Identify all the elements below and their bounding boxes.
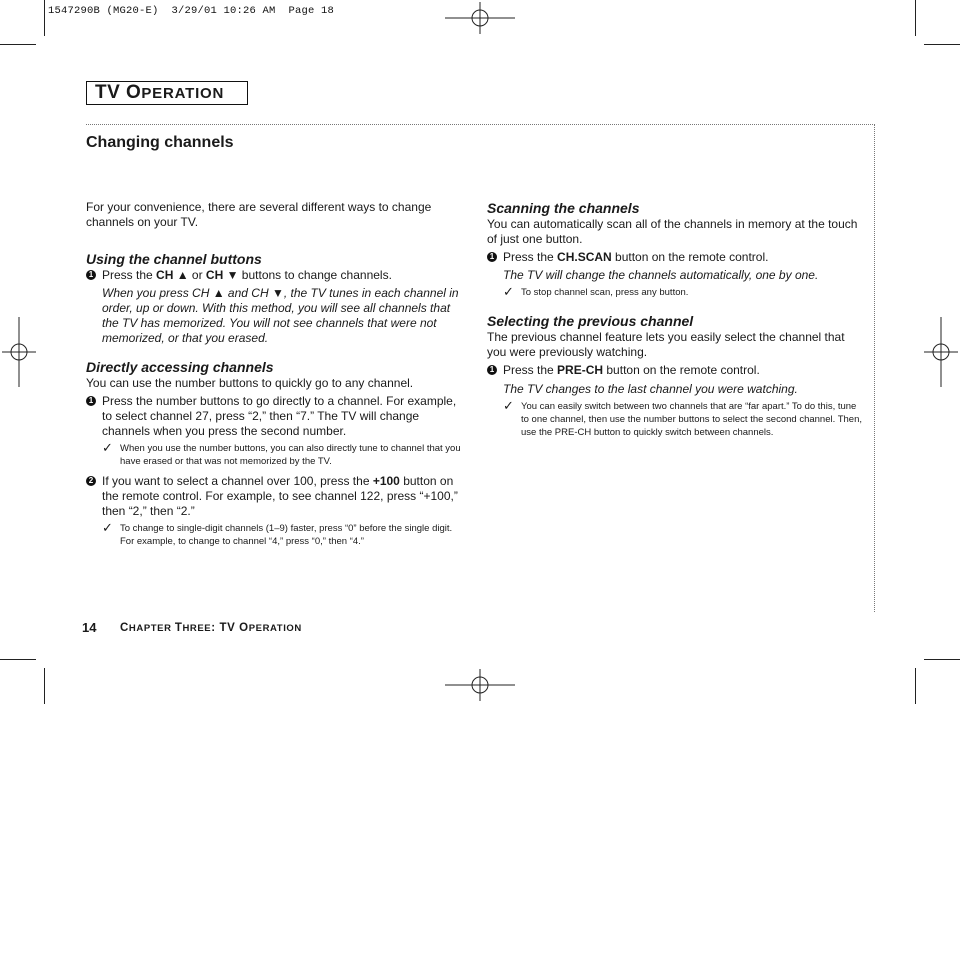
checkmark-icon: ✓ (503, 284, 514, 299)
section-header (86, 81, 248, 105)
crop-mark (44, 668, 45, 704)
section-header-first: TV O (95, 82, 142, 103)
note-direct-1: ✓ When you use the number buttons, you can also directly tune to channel that you have erased or that was not memorized by the TV. (102, 440, 461, 467)
checkmark-icon: ✓ (102, 520, 113, 535)
running-footer: CHAPTER THREE: TV OPERATION (120, 622, 302, 634)
print-slug: 1547290B (MG20-E) 3/29/01 10:26 AM Page 18 (48, 5, 335, 17)
left-column (86, 200, 464, 548)
scanning-detail: The TV will change the channels automatically, one by one. (503, 268, 819, 282)
registration-mark-right (924, 317, 958, 387)
note-scan: ✓ To stop channel scan, press any button. (503, 284, 689, 299)
channel-buttons-detail: When you press CH ▲ and CH ▼, the TV tunes in each channel in order, up or down. With this method, you will see all channels that the TV has memorized. You will not see channels that were not memorized, or that you erased. (102, 286, 459, 345)
direct-access-body: You can use the number buttons to quickly go to any channel. (86, 376, 414, 390)
heading-scanning: Scanning the channels (487, 200, 640, 216)
page-title: Changing channels (86, 134, 234, 151)
intro-text: For your convenience, there are several different ways to change channels on your TV. (86, 200, 432, 229)
registration-mark-left (2, 317, 36, 387)
heading-channel-buttons: Using the channel buttons (86, 251, 262, 267)
previous-channel-detail: The TV changes to the last channel you were watching. (503, 382, 798, 396)
crop-mark (915, 0, 916, 36)
step-direct-1: 1 Press the number buttons to go directly to a channel. For example, to select channel 27, press “2,” then “7.” The TV will change channels when you press the second number. (86, 394, 464, 439)
crop-mark (924, 659, 960, 660)
registration-mark-bottom (445, 669, 515, 701)
step-number: 1 (487, 252, 497, 262)
step-scan-1: 1 Press the CH.SCAN button on the remote control. (487, 250, 865, 265)
note-prev: ✓ You can easily switch between two channels that are “far apart.” To do this, tune to one channel, then use the number buttons to select the second channel. Then, use the PRE-CH button to quickly switch between channels. (503, 398, 863, 438)
note-direct-2: ✓ To change to single-digit channels (1–9) faster, press “0” before the single digit. For example, to change to channel “4,” press “0,” then “4.” (102, 520, 453, 547)
crop-mark (915, 668, 916, 704)
step-direct-2: 2 If you want to select a channel over 100, press the +100 button on the remote control. For example, to see channel 122, press “+100,” then “2,” then “2.” (86, 474, 464, 519)
step-channel-buttons-1: 1 Press the CH ▲ or CH ▼ buttons to change channels. (86, 268, 464, 283)
right-column (487, 200, 865, 439)
heading-previous-channel: Selecting the previous channel (487, 313, 694, 329)
step-number: 1 (487, 365, 497, 375)
step-number: 1 (86, 396, 96, 406)
crop-mark (0, 44, 36, 45)
registration-mark-top (445, 2, 515, 34)
checkmark-icon: ✓ (102, 440, 113, 455)
crop-mark (924, 44, 960, 45)
step-number: 1 (86, 270, 96, 280)
page-number: 14 (82, 620, 97, 635)
step-prev-1: 1 Press the PRE-CH button on the remote control. (487, 363, 865, 378)
crop-mark (0, 659, 36, 660)
checkmark-icon: ✓ (503, 398, 514, 413)
crop-mark (44, 0, 45, 36)
dotted-rule-right (874, 124, 875, 612)
heading-direct-access: Directly accessing channels (86, 359, 274, 375)
section-header-rest: PERATION (141, 85, 225, 102)
step-number: 2 (86, 476, 96, 486)
previous-channel-body: The previous channel feature lets you easily select the channel that you were previously watching. (487, 330, 845, 359)
dotted-rule-top (86, 124, 875, 125)
scanning-body: You can automatically scan all of the channels in memory at the touch of just one button. (487, 217, 858, 246)
